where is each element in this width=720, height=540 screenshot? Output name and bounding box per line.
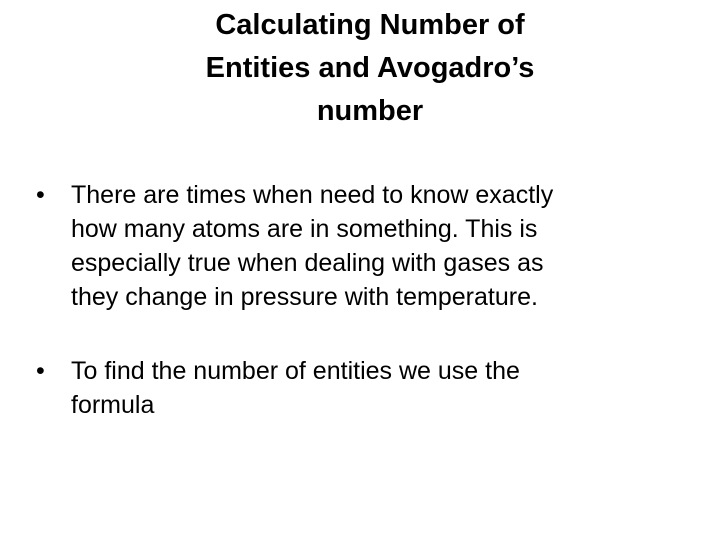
- bullet-item: [36, 354, 666, 422]
- bullet-text-line: formula: [71, 391, 155, 419]
- bullet-item: [36, 178, 666, 314]
- bullet-text-line: how many atoms are in something. This is: [71, 215, 538, 243]
- bullet-icon: •: [36, 357, 45, 385]
- bullet-text-line: they change in pressure with temperature.: [71, 283, 538, 311]
- bullet-list: [36, 178, 666, 422]
- slide-title-line: number: [316, 95, 424, 127]
- bullet-text-line: To find the number of entities we use the: [71, 357, 520, 385]
- bullet-text-line: There are times when need to know exactly: [71, 181, 554, 209]
- slide-title-line: Calculating Number of: [215, 9, 525, 41]
- slide-title-line: Entities and Avogadro’s: [205, 52, 535, 84]
- slide-title: [150, 4, 590, 133]
- bullet-text-line: especially true when dealing with gases as: [71, 249, 544, 277]
- bullet-icon: •: [36, 181, 45, 209]
